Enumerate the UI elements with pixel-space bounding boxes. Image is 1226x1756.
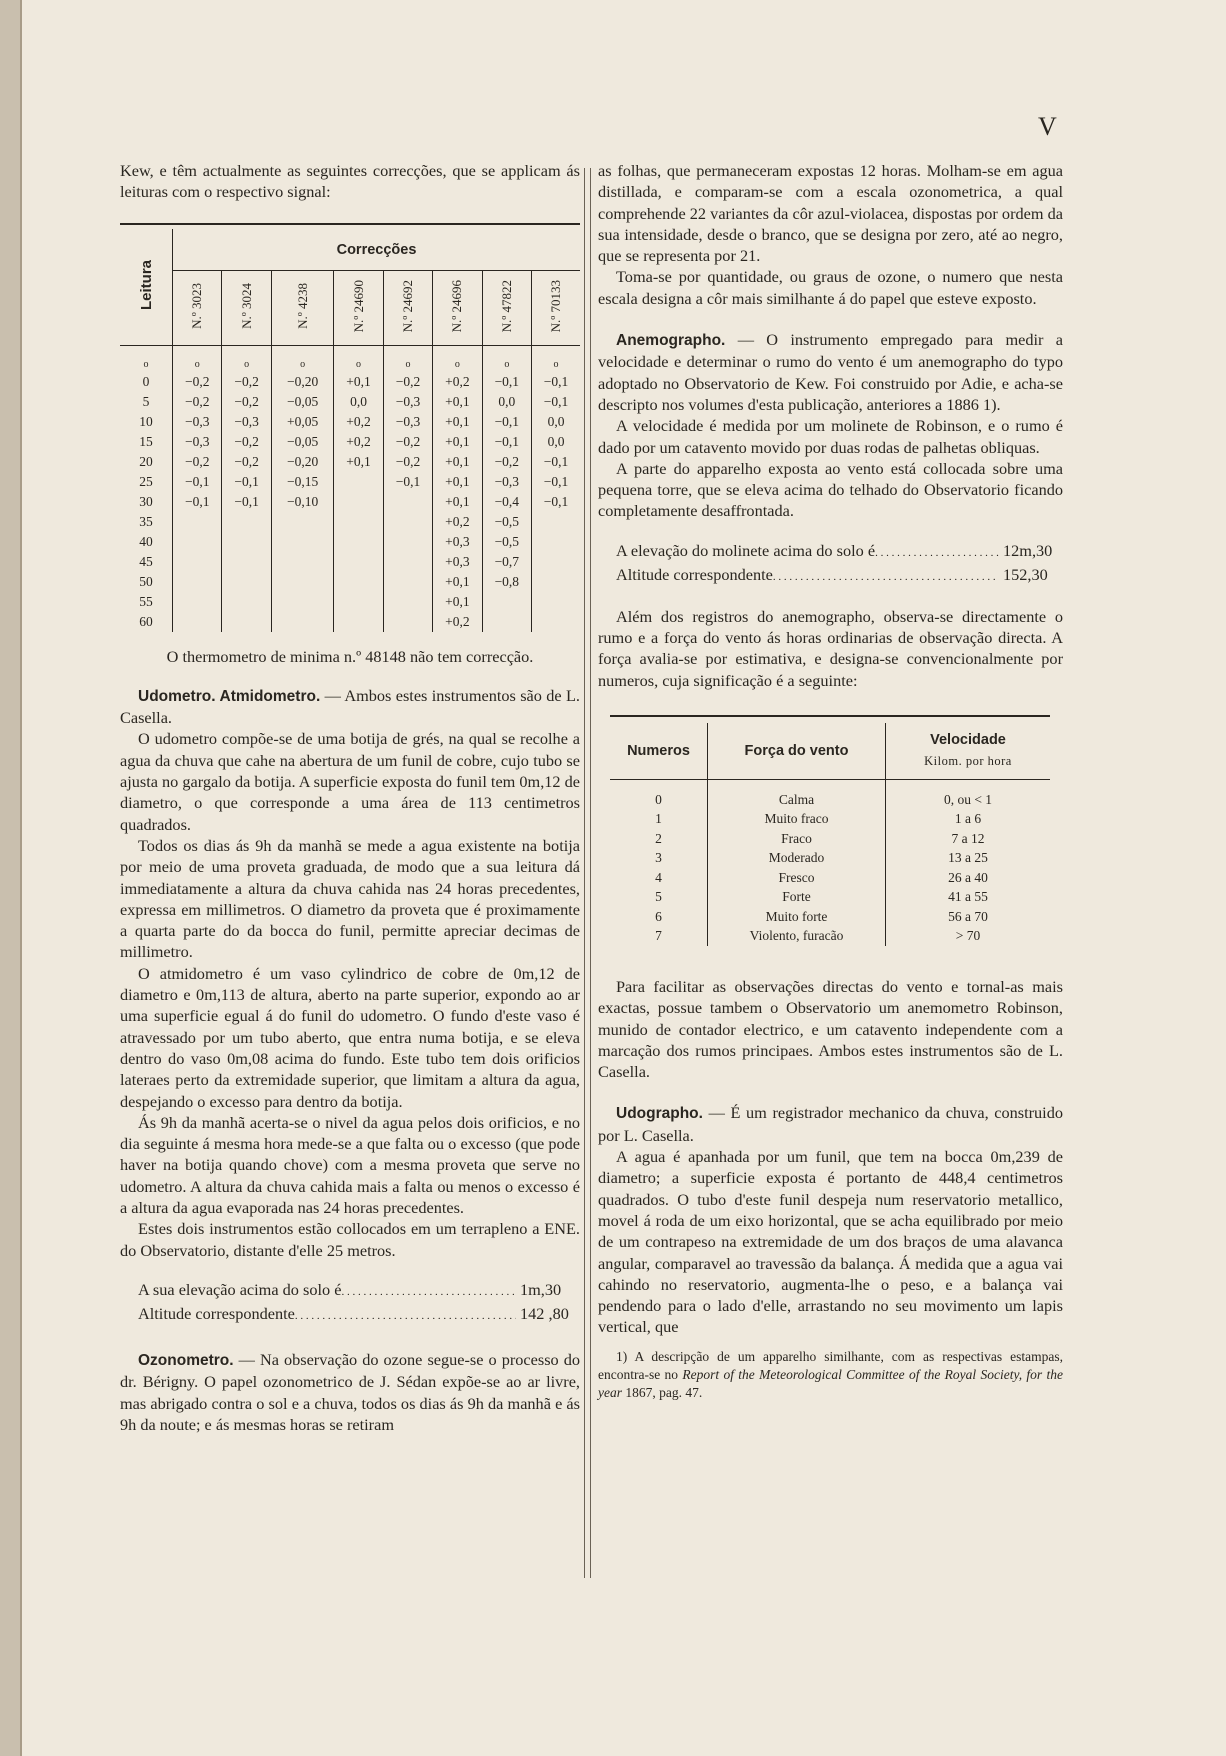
correction-cell: −0,2 <box>173 452 222 472</box>
leitura-cell: 30 <box>120 492 173 512</box>
table-row <box>120 432 580 452</box>
degree-mark: o <box>433 345 482 372</box>
correction-cell <box>383 492 432 512</box>
correction-cell: −0,1 <box>543 453 569 469</box>
page-edge <box>0 0 22 1756</box>
wind-cell-f: Violento, furacão <box>708 926 886 946</box>
correction-cell: −0,15 <box>271 472 334 492</box>
correction-cell: +0,1 <box>433 472 482 492</box>
correction-cell: −0,1 <box>543 393 569 409</box>
table-row <box>120 492 580 512</box>
correction-cell: −0,10 <box>271 492 334 512</box>
elevation-line: A sua elevação acima do solo é . . . 1m,30 <box>120 1279 580 1303</box>
correction-cell: −0,20 <box>271 372 334 392</box>
table-row <box>120 552 580 572</box>
wind-cell-f: Calma <box>708 779 886 809</box>
correction-cell <box>532 512 580 532</box>
correction-cell <box>222 572 271 592</box>
anemographo-paragraph-1: — O instrumento empregado para medir a velocidade e determinar o rumo do vento é um anemographo do typo adoptado no Observatorio de Kew. Foi construido por Adie, e acha-se descripto nos volumes d'esta publicação, anteriores a 1886 1). <box>598 330 1063 414</box>
leitura-cell: 0 <box>120 372 173 392</box>
table-row <box>610 887 1050 907</box>
wind-cell-v: 41 a 55 <box>948 889 988 905</box>
velocidade-header: Velocidade Kilom. por hora <box>886 723 1051 780</box>
anemometer-paragraph: Para facilitar as observações directas do vento e tornal-as mais exactas, possue tambem o Observatorio um anemometro Robinson, munido de contador electrico, e um catavento independente com a marcação dos rumos principaes. Ambos estes instrumentos são de L. Casella. <box>598 976 1063 1082</box>
leitura-header: Leitura <box>120 229 173 346</box>
correccoes-header: Correcções <box>173 229 581 271</box>
instrument-header-7: N.º 70133 <box>532 271 580 345</box>
correction-cell: +0,1 <box>433 492 482 512</box>
altitude-line: Altitude correspondente . . . 142 ,80 <box>120 1303 580 1327</box>
wind-cell-f: Muito fraco <box>708 809 886 829</box>
correction-cell: +0,1 <box>433 592 482 612</box>
correction-cell <box>334 612 383 632</box>
udometro-paragraph-2: Todos os dias ás 9h da manhã se mede a agua existente na botija por meio de uma proveta graduada, de modo que a sua leitura dá immediatamente a altura da chuva cahida nas 24 horas precedentes, expressa em millimetros. O diametro da proveta que é proximamente a quarta parte do da bocca do funil, permitte apreciar decimas de millimetro. <box>120 835 580 962</box>
molinete-elevation-line: A elevação do molinete acima do solo é . . . 12m,30 <box>598 540 1063 564</box>
correction-cell: +0,3 <box>433 552 482 572</box>
wind-cell-n: 5 <box>610 887 708 907</box>
correction-cell <box>532 552 580 572</box>
leitura-cell: 35 <box>120 512 173 532</box>
instrument-header-3: N.º 24690 <box>334 271 383 345</box>
degree-mark: o <box>334 345 383 372</box>
wind-cell-v: 7 a 12 <box>951 830 985 846</box>
correction-cell <box>383 552 432 572</box>
udometro-paragraph-1: O udometro compõe-se de uma botija de grés, na qual se recolhe a agua da chuva que cahe na abertura de um funil de cobre, cujo tubo se ajusta no gargalo da botija. A superficie exposta do funil tem 0m,12 de diametro, o que corresponde a uma área de 113 centimetros quadrados. <box>120 729 580 834</box>
table-row <box>610 926 1050 946</box>
udometro-heading: Udometro. Atmidometro. <box>138 687 321 705</box>
degree-mark: o <box>482 345 531 372</box>
correction-cell: −0,1 <box>173 492 222 512</box>
wind-cell-f: Moderado <box>708 848 886 868</box>
correction-cell: −0,3 <box>222 412 271 432</box>
wind-cell-n: 3 <box>610 848 708 868</box>
corrections-body <box>120 345 580 632</box>
degree-mark: o <box>553 359 559 371</box>
correction-cell: +0,2 <box>334 432 383 452</box>
correction-cell: +0,1 <box>433 572 482 592</box>
leitura-cell: 50 <box>120 572 173 592</box>
table-row <box>120 532 580 552</box>
correction-cell: −0,7 <box>482 552 531 572</box>
ozonometro-heading: Ozonometro. <box>138 1351 234 1369</box>
correction-cell: +0,1 <box>334 452 383 472</box>
correction-cell: −0,20 <box>271 452 334 472</box>
correction-cell <box>222 592 271 612</box>
ozonometro-paragraph: — Na observação do ozone segue-se o processo do dr. Bérigny. O papel ozonometrico de J. Sédan expõe-se ao ar livre, mas abrigado contra o sol e a chuva, todos os dias ás 9h da manhã e ás 9h da noute; e ás mesmas horas se retiram <box>120 1349 580 1434</box>
correction-cell: 0,0 <box>547 433 565 449</box>
correction-cell: −0,2 <box>383 432 432 452</box>
wind-cell-v: > 70 <box>955 928 981 944</box>
correction-cell: −0,3 <box>383 412 432 432</box>
leitura-cell: 20 <box>120 452 173 472</box>
correction-cell <box>383 572 432 592</box>
correction-cell <box>173 552 222 572</box>
leitura-cell: 15 <box>120 432 173 452</box>
wind-cell-n: 4 <box>610 868 708 888</box>
instrument-header-row <box>120 271 580 345</box>
correction-cell <box>173 532 222 552</box>
table-row <box>120 612 580 632</box>
correction-cell <box>173 512 222 532</box>
ozone-quantity-paragraph: Toma-se por quantidade, ou graus de ozone, o numero que nesta escala designa a côr mais similhante á do papel que esteve exposto. <box>598 267 1063 308</box>
correction-cell: −0,1 <box>222 472 271 492</box>
thermometer-note: O thermometro de minima n.º 48148 não tem correcção. <box>166 646 534 666</box>
correction-cell: −0,3 <box>173 432 222 452</box>
page-number: V <box>1038 112 1057 141</box>
correction-cell: −0,2 <box>222 452 271 472</box>
correction-cell: −0,5 <box>482 532 531 552</box>
correction-cell: −0,1 <box>173 472 222 492</box>
correction-cell <box>271 552 334 572</box>
wind-cell-f: Forte <box>708 887 886 907</box>
correction-cell: +0,2 <box>334 412 383 432</box>
correction-cell: +0,2 <box>433 372 482 392</box>
correction-cell <box>482 592 531 612</box>
atmidometro-paragraph: O atmidometro é um vaso cylindrico de cobre de 0m,12 de diametro e 0m,113 de altura, aberto na parte superior, expondo ao ar uma superficie egual á do funil do udometro. O fundo d'este vaso é atravessado por um tubo aberto, que entra numa botija, e se eleva dentro do vaso 0m,08 acima do fundo. Este tubo tem dois orificios lateraes perto da extremidade superior, que limitam a altura da agua, despejando o excesso para dentro da botija. <box>120 963 580 1111</box>
correction-cell <box>271 612 334 632</box>
degree-mark: o <box>222 345 271 372</box>
footnote: 1) A descripção de um apparelho similhante, com as respectivas estampas, encontra-se no Report of the Meteorological Committee of the Royal Society, for the year 1867, pag. 47. <box>598 1348 1063 1400</box>
numeros-header: Numeros <box>610 723 708 780</box>
correction-cell <box>222 552 271 572</box>
table-row <box>120 472 580 492</box>
correction-cell <box>222 612 271 632</box>
table-row <box>120 512 580 532</box>
leitura-cell: 25 <box>120 472 173 492</box>
correction-cell: −0,2 <box>222 432 271 452</box>
correction-cell <box>334 512 383 532</box>
udographo-heading: Udographo. <box>616 1105 703 1123</box>
wind-cell-f: Fresco <box>708 868 886 888</box>
instrument-header-1: N.º 3024 <box>222 271 271 345</box>
correction-cell: −0,2 <box>383 452 432 472</box>
wind-cell-n: 6 <box>610 907 708 927</box>
correction-cell: −0,2 <box>222 392 271 412</box>
table-row <box>120 572 580 592</box>
leitura-cell: 55 <box>120 592 173 612</box>
leitura-cell: 40 <box>120 532 173 552</box>
correction-cell: +0,1 <box>433 412 482 432</box>
correction-cell: −0,5 <box>482 512 531 532</box>
table-row <box>120 592 580 612</box>
table-row <box>610 907 1050 927</box>
correction-cell <box>532 592 580 612</box>
leitura-cell: 5 <box>120 392 173 412</box>
instrument-header-4: N.º 24692 <box>383 271 432 345</box>
location-paragraph: Estes dois instrumentos estão collocados em um terrapleno a ENE. do Observatorio, distante d'elle 25 metros. <box>120 1219 580 1260</box>
correction-cell <box>271 592 334 612</box>
correction-cell <box>334 552 383 572</box>
evaporation-paragraph: Ás 9h da manhã acerta-se o nivel da agua pelos dois orificios, e no dia seguinte á mesma hora mede-se a que falta ou o excesso (que pode haver na botija quando chove) com a mesma proveta que serve no udometro. A altura da chuva cahida mais a falta ou menos o excesso é a altura da agua evaporada nas 24 horas precedentes. <box>120 1112 580 1218</box>
intro-paragraph: Kew, e têm actualmente as seguintes correcções, que se applicam ás leituras com o respectivo signal: <box>120 161 580 202</box>
correction-cell: −0,2 <box>482 452 531 472</box>
correction-cell: +0,2 <box>433 512 482 532</box>
correction-cell <box>532 572 580 592</box>
correction-cell <box>173 592 222 612</box>
correction-cell: −0,1 <box>482 412 531 432</box>
correction-cell: −0,1 <box>222 492 271 512</box>
correction-cell <box>222 532 271 552</box>
correction-cell <box>334 572 383 592</box>
correction-cell <box>383 612 432 632</box>
correction-cell: −0,3 <box>383 392 432 412</box>
correction-cell: −0,1 <box>482 372 531 392</box>
correction-cell: +0,1 <box>433 452 482 472</box>
anemographo-heading: Anemographo. <box>616 332 726 350</box>
instrument-header-5: N.º 24696 <box>433 271 482 345</box>
correction-cell: −0,3 <box>173 412 222 432</box>
wind-cell-v: 0, ou < 1 <box>943 791 993 807</box>
right-column <box>598 160 1063 1402</box>
degree-mark: o <box>383 345 432 372</box>
corrections-table <box>120 223 580 632</box>
wind-cell-n: 7 <box>610 926 708 946</box>
correction-cell: −0,2 <box>383 372 432 392</box>
correction-cell: −0,05 <box>271 432 334 452</box>
wind-cell-f: Muito forte <box>708 907 886 927</box>
correction-cell: +0,2 <box>433 612 482 632</box>
left-column <box>120 160 580 1435</box>
table-row <box>610 848 1050 868</box>
wind-cell-n: 2 <box>610 829 708 849</box>
correction-cell: 0,0 <box>547 413 565 429</box>
correction-cell <box>482 612 531 632</box>
correction-cell <box>334 592 383 612</box>
correction-cell <box>271 512 334 532</box>
wind-cell-n: 0 <box>610 779 708 809</box>
udographo-intro: — É um registrador mechanico da chuva, construido por L. Casella. <box>598 1103 1063 1145</box>
table-row <box>120 392 580 412</box>
wind-cell-v: 26 a 40 <box>948 869 988 885</box>
correction-cell: −0,1 <box>543 493 569 509</box>
wind-force-table <box>610 715 1050 946</box>
correction-cell <box>334 492 383 512</box>
leitura-cell: 60 <box>120 612 173 632</box>
correction-cell: 0,0 <box>482 392 531 412</box>
wind-cell-v: 56 a 70 <box>948 908 988 924</box>
correction-cell: −0,1 <box>543 473 569 489</box>
correction-cell <box>383 512 432 532</box>
correction-cell <box>532 532 580 552</box>
table-row <box>610 829 1050 849</box>
wind-cell-v: 13 a 25 <box>948 850 988 866</box>
degree-mark: o <box>120 345 173 372</box>
instrument-header-6: N.º 47822 <box>482 271 531 345</box>
table-row <box>610 779 1050 809</box>
correction-cell <box>383 532 432 552</box>
degree-mark: o <box>173 345 222 372</box>
instrument-header-2: N.º 4238 <box>271 271 334 345</box>
leitura-cell: 10 <box>120 412 173 432</box>
table-row <box>610 809 1050 829</box>
correction-cell <box>173 572 222 592</box>
wind-cell-v: 1 a 6 <box>954 811 982 827</box>
correction-cell: −0,8 <box>482 572 531 592</box>
correction-cell: −0,05 <box>271 392 334 412</box>
wind-force-intro: Além dos registros do anemographo, observa-se directamente o rumo e a força do vento ás horas ordinarias de observação directa. A força avalia-se por estimativa, e designa-se convencionalmente por numeros, cuja significação é a seguinte: <box>598 606 1063 690</box>
correction-cell <box>222 512 271 532</box>
forca-header: Força do vento <box>708 723 886 780</box>
correction-cell: −0,4 <box>482 492 531 512</box>
correction-cell: +0,1 <box>433 432 482 452</box>
correction-cell <box>532 612 580 632</box>
correction-cell: +0,1 <box>334 372 383 392</box>
correction-cell: 0,0 <box>334 392 383 412</box>
wind-table-body <box>610 779 1050 946</box>
udographo-paragraph: A agua é apanhada por um funil, que tem na bocca 0m,239 de diametro; a superficie exposta é portanto de 448,4 centimetros quadrados. O tubo d'este funil despeja num reservatorio metallico, movel á roda de um eixo horizontal, que se acha equilibrado por meio de um contrapeso na extremidade de um dos braços de uma alavanca angular, comparavel ao travessão da balança. Á medida que a agua vai cahindo no reservatorio, augmenta-lhe o peso, e a balança vai pendendo para o lado d'elle, arrastando no seu movimento um lapis vertical, que <box>598 1147 1063 1337</box>
wind-cell-n: 1 <box>610 809 708 829</box>
correction-cell: −0,2 <box>222 372 271 392</box>
correction-cell: +0,05 <box>271 412 334 432</box>
correction-cell: −0,1 <box>482 432 531 452</box>
degree-mark: o <box>271 345 334 372</box>
correction-cell <box>173 612 222 632</box>
wind-cell-f: Fraco <box>708 829 886 849</box>
correction-cell: +0,1 <box>433 392 482 412</box>
instrument-header-0: N.º 3023 <box>173 271 222 345</box>
correction-cell <box>334 472 383 492</box>
udometro-intro: — Ambos estes instrumentos são de L. Casella. <box>120 685 580 728</box>
degree-row <box>120 345 580 372</box>
table-row <box>120 372 580 392</box>
table-row <box>120 452 580 472</box>
table-row <box>610 868 1050 888</box>
ozone-continuation: as folhas, que permaneceram expostas 12 horas. Molham-se em agua distillada, e comparam-se com a escala ozonometrica, a qual comprehende 22 variantes da côr azul-violacea, dispostas por ordem da sua intensidade, desde o branco, que se designa por zero, até ao negro, que se representa por 21. <box>598 161 1063 266</box>
correction-cell: −0,3 <box>482 472 531 492</box>
column-divider <box>584 168 591 1578</box>
correction-cell: −0,2 <box>173 392 222 412</box>
table-row <box>120 412 580 432</box>
correction-cell: +0,3 <box>433 532 482 552</box>
molinete-altitude-line: Altitude correspondente . . . 152,30 <box>598 564 1063 588</box>
leitura-cell: 45 <box>120 552 173 572</box>
correction-cell <box>271 572 334 592</box>
anemographo-paragraph-2: A velocidade é medida por um molinete de Robinson, e o rumo é dado por um catavento movido por duas rodas de palhetas obliquas. <box>598 416 1063 457</box>
correction-cell <box>334 532 383 552</box>
correction-cell: −0,1 <box>543 373 569 389</box>
correction-cell: −0,2 <box>173 372 222 392</box>
anemographo-paragraph-3: A parte do apparelho exposta ao vento está collocada sobre uma pequena torre, que se eleva acima do telhado do Observatorio ficando completamente desaffrontada. <box>598 458 1063 521</box>
correction-cell <box>383 592 432 612</box>
correction-cell: −0,1 <box>383 472 432 492</box>
correction-cell <box>271 532 334 552</box>
